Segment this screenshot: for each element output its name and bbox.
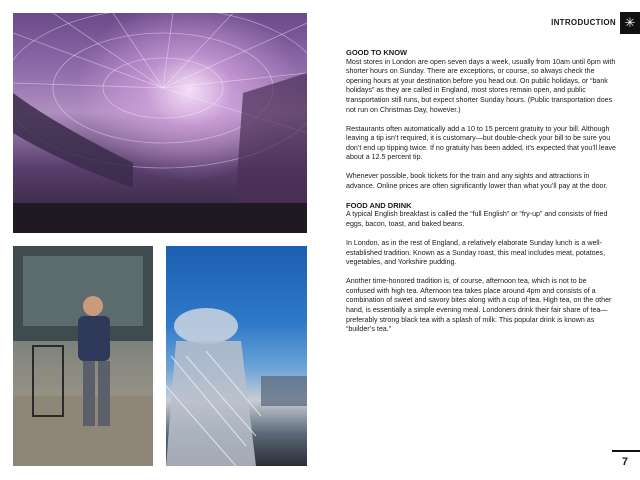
asterisk-icon: ✳ xyxy=(620,12,640,34)
station-roof-illustration xyxy=(13,13,307,233)
section-title: INTRODUCTION xyxy=(551,18,616,27)
london-eye-illustration xyxy=(166,246,307,466)
good-to-know-heading: GOOD TO KNOW xyxy=(346,48,408,57)
paragraph: Most stores in London are open seven days a week, usually from 10am until 6pm with shorter hours on Sunday. There are exceptions, or course, so always check the opening hours at your destination before you head out. On public holidays, or “bank holidays” as they are called in England, most stores remain open, and public transportation still runs, but expect shorter Sunday hours. (Public transportation does not run on Christmas Day, however.) xyxy=(346,57,616,114)
paragraph: Whenever possible, book tickets for the train and any sights and attractions in advance. Online prices are often significantly lower than what you’ll pay at the door. xyxy=(346,172,608,190)
cafe-man-illustration xyxy=(13,246,153,466)
food-and-drink-heading: FOOD AND DRINK xyxy=(346,200,412,210)
london-eye-photo xyxy=(166,246,307,466)
station-roof-photo xyxy=(13,13,307,233)
page-number: 7 xyxy=(621,456,628,468)
article-text-column xyxy=(346,48,616,344)
paragraph: A typical English breakfast is called the “full English” or “fry-up” and consists of fried eggs, bacon, toast, and baked beans. xyxy=(346,210,608,229)
page-number-rule xyxy=(612,450,640,452)
paragraph: Restaurants often automatically add a 10 to 15 percent gratuity to your bill. Although leaving a tip isn’t required, it is customary—but double-check your bill to be sure you don’t end up tipping twice. If no gratuity has been added, it’s expected that you’ll leave about a 12.5 percent tip. xyxy=(346,124,617,162)
paragraph: Another time-honored tradition is, of course, afternoon tea, which is not to be confused with high tea. Afternoon tea takes place around 4pm and consists of a combination of sweet and savory bites along with a cup of tea. High tea, on the other hand, is essentially a simple evening meal. Londoners drink their fair share of tea—preferably strong black tea with a splash of milk. This popular drink is known as “builder’s tea.” xyxy=(346,277,612,334)
paragraph: In London, as in the rest of England, a relatively elaborate Sunday lunch is a well-established tradition. Known as a Sunday roast, this meal includes meat, potatoes, vegetables, and Yorkshire pudding. xyxy=(346,239,606,267)
cafe-man-photo xyxy=(13,246,153,466)
